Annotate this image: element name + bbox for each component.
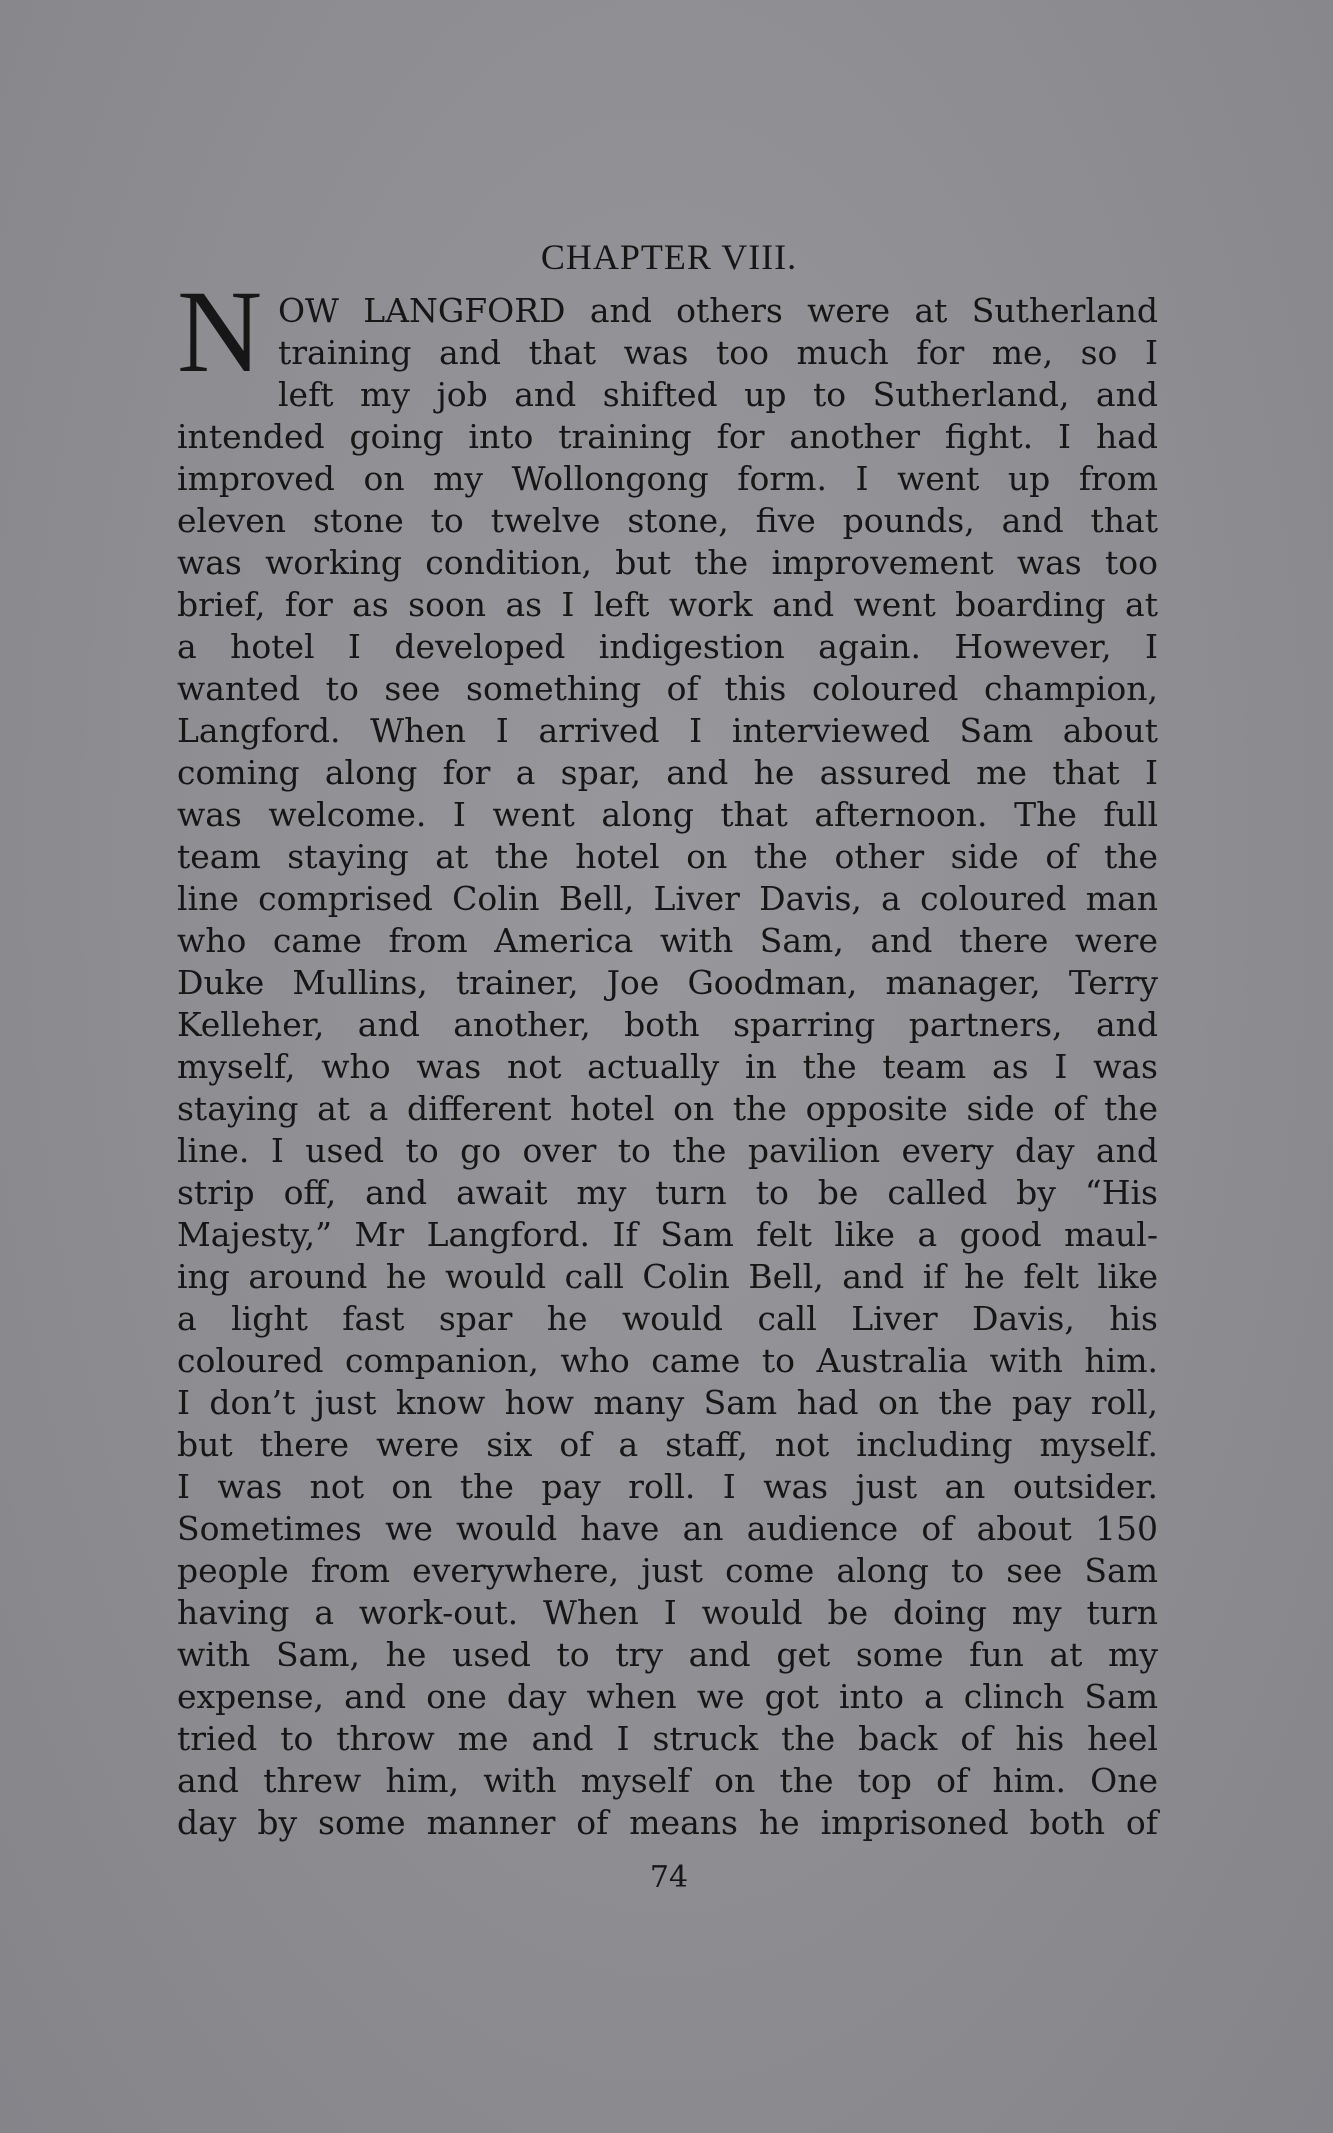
text-line: strip off, and await my turn to be called by “His — [177, 1173, 1158, 1212]
text-line: myself, who was not actually in the team as I was — [177, 1047, 1158, 1086]
text-line: day by some manner of means he imprisoned both of — [177, 1803, 1158, 1842]
text-line: intended going into training for another fight. I had — [177, 417, 1158, 456]
text-line: Langford. When I arrived I interviewed Sam about — [177, 711, 1158, 750]
text-line: staying at a different hotel on the opposite side of the — [177, 1089, 1158, 1128]
text-line: ing around he would call Colin Bell, and if he felt like — [177, 1257, 1158, 1296]
text-line: tried to throw me and I struck the back of his heel — [177, 1719, 1158, 1758]
text-line: OW LANGFORD and others were at Sutherland — [278, 291, 1158, 330]
text-line: line. I used to go over to the pavilion every day and — [177, 1131, 1158, 1170]
chapter-title: CHAPTER VIII. — [540, 237, 798, 277]
text-line: team staying at the hotel on the other side of the — [177, 837, 1158, 876]
text-line: training and that was too much for me, so I — [278, 333, 1158, 372]
text-line: wanted to see something of this coloured champion, — [177, 669, 1158, 708]
text-line: Sometimes we would have an audience of about 150 — [177, 1509, 1158, 1548]
text-line: was welcome. I went along that afternoon. The full — [177, 795, 1158, 834]
page-number: 74 — [649, 1860, 689, 1895]
text-line: was working condition, but the improvement was too — [177, 543, 1158, 582]
drop-cap: N — [177, 266, 263, 397]
text-line: who came from America with Sam, and there were — [177, 921, 1158, 960]
text-line: a hotel I developed indigestion again. However, I — [177, 627, 1158, 666]
text-line: brief, for as soon as I left work and went boarding at — [177, 585, 1158, 624]
text-line: eleven stone to twelve stone, five pounds, and that — [177, 501, 1158, 540]
text-line: improved on my Wollongong form. I went up from — [177, 459, 1158, 498]
text-line: with Sam, he used to try and get some fun at my — [177, 1635, 1158, 1674]
text-line: people from everywhere, just come along to see Sam — [177, 1551, 1158, 1590]
text-line: and threw him, with myself on the top of him. One — [177, 1761, 1158, 1800]
text-line: left my job and shifted up to Sutherland, and — [278, 375, 1158, 414]
text-line: I don’t just know how many Sam had on the pay roll, — [177, 1383, 1158, 1422]
text-line: coloured companion, who came to Australia with him. — [177, 1341, 1158, 1380]
text-line: having a work-out. When I would be doing my turn — [177, 1593, 1158, 1632]
text-line: coming along for a spar, and he assured me that I — [177, 753, 1158, 792]
text-line: I was not on the pay roll. I was just an outsider. — [177, 1467, 1158, 1506]
text-line: expense, and one day when we got into a clinch Sam — [177, 1677, 1158, 1716]
text-line: a light fast spar he would call Liver Davis, his — [177, 1299, 1158, 1338]
text-line: Majesty,” Mr Langford. If Sam felt like a good maul- — [177, 1215, 1158, 1254]
text-line: Kelleher, and another, both sparring partners, and — [177, 1005, 1158, 1044]
text-line: but there were six of a staff, not including myself. — [177, 1425, 1158, 1464]
text-line: Duke Mullins, trainer, Joe Goodman, manager, Terry — [177, 963, 1158, 1002]
text-line: line comprised Colin Bell, Liver Davis, a coloured man — [177, 879, 1158, 918]
